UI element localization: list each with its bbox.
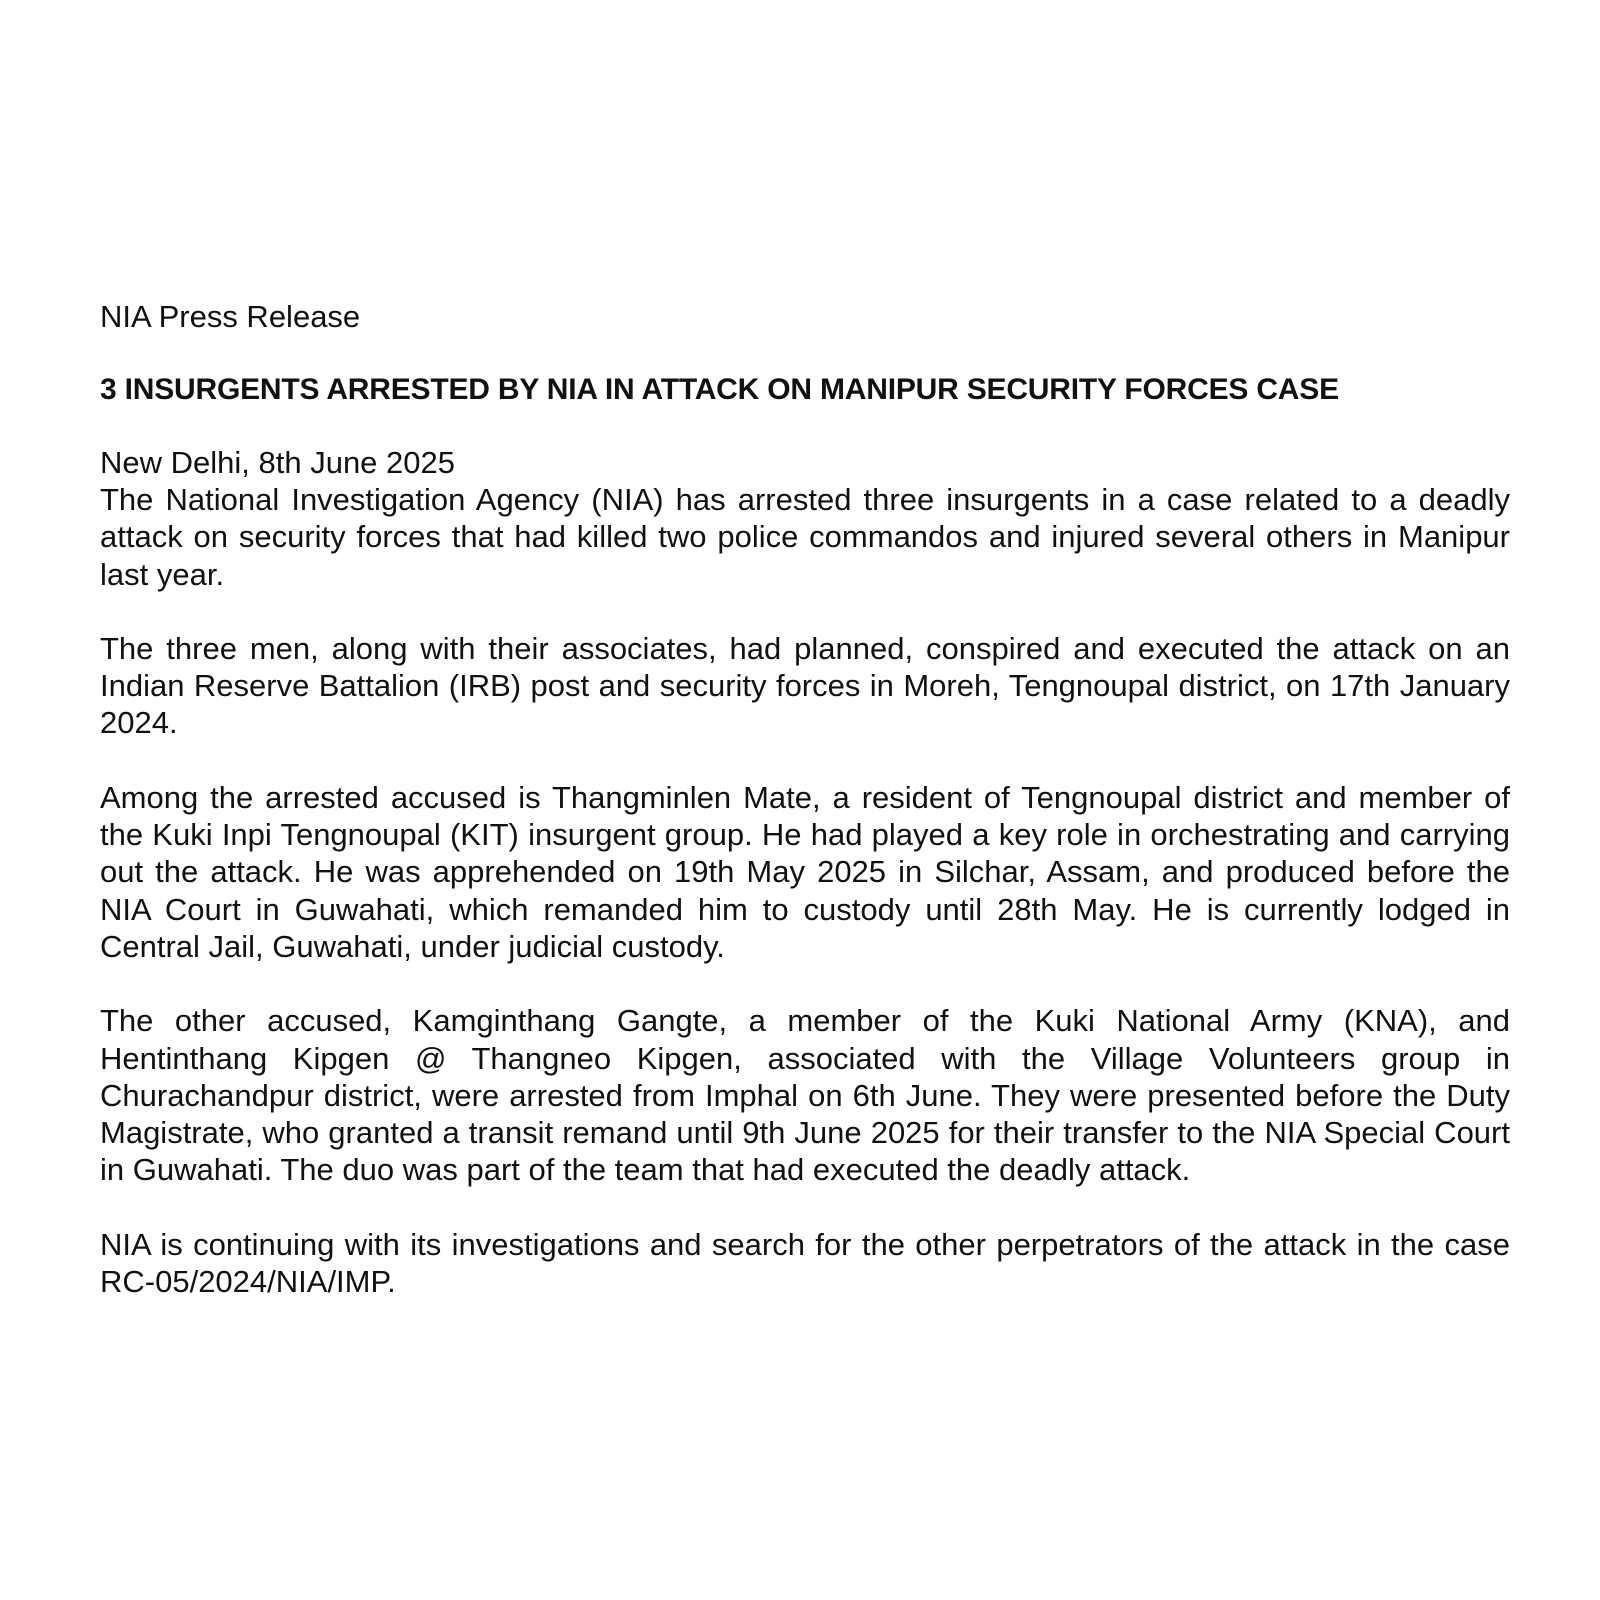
paragraph-other-accused: The other accused, Kamginthang Gangte, a member of the Kuki National Army (KNA), and Hentinthang Kipgen @ Thangneo Kipgen, associated with the Village Volunteers group in Churachandpur district, were arrested from Imphal on 6th June. They were presented before the Duty Magistrate, who granted a transit remand until 9th June 2025 for their transfer to the NIA Special Court in Guwahati. The duo was part of the team that had executed the deadly attack. (100, 1003, 1510, 1188)
document-label: NIA Press Release (100, 299, 361, 334)
press-release-document (100, 298, 1510, 1337)
dateline: New Delhi, 8th June 2025 (100, 445, 456, 480)
paragraph-first-accused: Among the arrested accused is Thangminlen Mate, a resident of Tengnoupal district and member of the Kuki Inpi Tengnoupal (KIT) insurgent group. He had played a key role in orchestrating and carrying out the attack. He was apprehended on 19th May 2025 in Silchar, Assam, and produced before the NIA Court in Guwahati, which remanded him to custody until 28th May. He is currently lodged in Central Jail, Guwahati, under judicial custody. (100, 779, 1510, 964)
headline: 3 INSURGENTS ARRESTED BY NIA IN ATTACK ON MANIPUR SECURITY FORCES CASE (100, 373, 1339, 406)
paragraph-intro: The National Investigation Agency (NIA) has arrested three insurgents in a case related to a deadly attack on security forces that had killed two police commandos and injured several others in Manipur last year. (100, 482, 1510, 592)
paragraph-attack-details: The three men, along with their associates, had planned, conspired and executed the attack on an Indian Reserve Battalion (IRB) post and security forces in Moreh, Tengnoupal district, on 17th January 2024. (100, 630, 1510, 741)
paragraph-investigation-status: NIA is continuing with its investigations and search for the other perpetrators of the attack in the case RC-05/2024/NIA/IMP. (100, 1226, 1510, 1300)
